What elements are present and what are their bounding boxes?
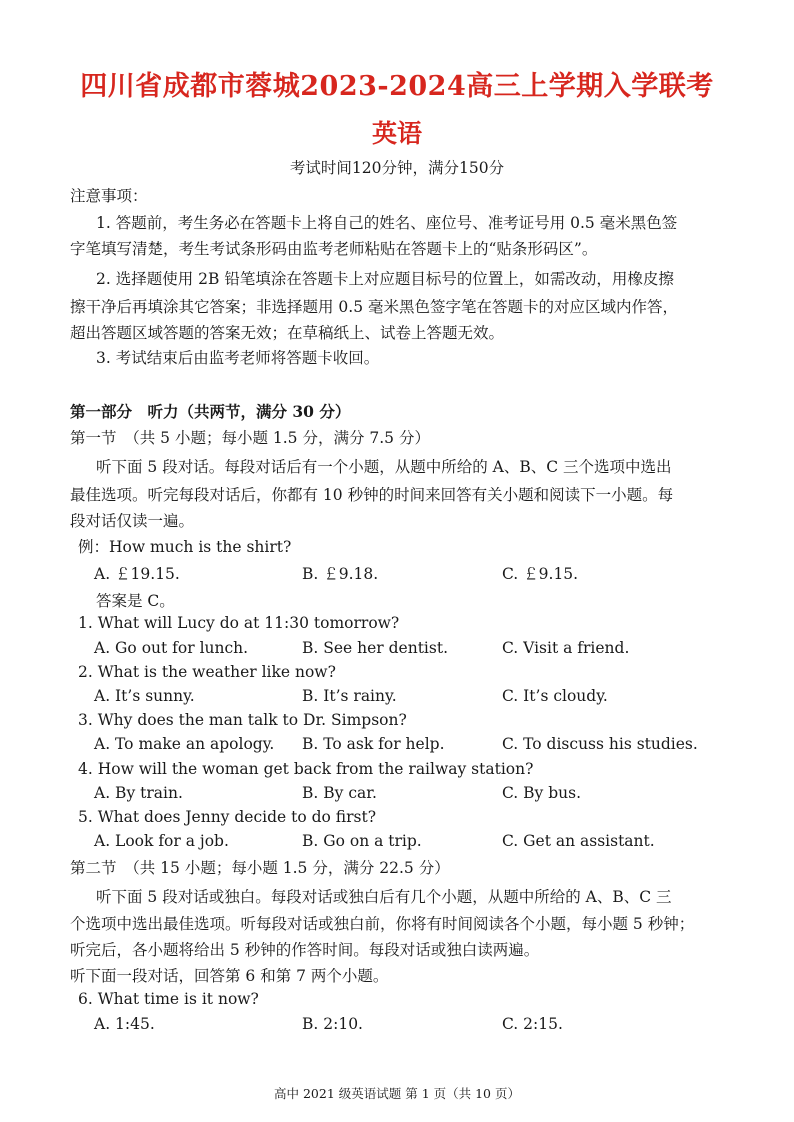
question-3-option-b: B. To ask for help. [302,735,445,753]
question-2: 2. What is the weather like now? [78,663,336,681]
question-1-option-a: A. Go out for lunch. [94,639,249,657]
question-6-option-a: A. 1:45. [94,1015,155,1033]
section2-instructions: 听下面 5 段对话或独白。每段对话或独白后有几个小题，从题中所给的 A、B、C 三 [96,888,672,906]
question-1: 1. What will Lucy do at 11:30 tomorrow? [78,614,400,632]
question-2-option-a: A. It’s sunny. [94,687,195,705]
exam-title: 四川省成都市蓉城2023-2024高三上学期入学联考 [80,71,714,102]
question-4-option-a: A. By train. [94,784,183,802]
notes-line: 超出答题区域答题的答案无效；在草稿纸上、试卷上答题无效。 [70,324,505,342]
subject-title: 英语 [371,119,422,148]
question-2-option-b: B. It’s rainy. [302,687,397,705]
notes-line: 2. 选择题使用 2B 铅笔填涂在答题卡上对应题目标号的位置上，如需改动，用橡皮擦 [96,270,674,288]
section1-instructions: 听下面 5 段对话。每段对话后有一个小题，从题中所给的 A、B、C 三个选项中选出 [96,458,672,476]
question-4-option-b: B. By car. [302,784,377,802]
question-6-option-b: B. 2:10. [302,1015,363,1033]
question-6: 6. What time is it now? [78,990,259,1008]
question-1-option-c: C. Visit a friend. [502,639,630,657]
question-3-option-c: C. To discuss his studies. [502,735,698,753]
question-2-option-c: C. It’s cloudy. [502,687,608,705]
question-5-option-a: A. Look for a job. [94,832,229,850]
notes-line: 擦干净后再填涂其它答案；非选择题用 0.5 毫米黑色签字笔在答题卡的对应区域内作答， [70,298,679,316]
notes-line: 1. 答题前，考生务必在答题卡上将自己的姓名、座位号、准考证号用 0.5 毫米黑色签 [96,214,678,232]
question-5: 5. What does Jenny decide to do first? [78,808,377,826]
section2-lead: 听下面一段对话，回答第 6 和第 7 两个小题。 [70,967,389,985]
example-question: 例：How much is the shirt? [78,538,292,556]
section1-heading: 第一节 （共 5 小题；每小题 1.5 分，满分 7.5 分） [70,429,430,447]
section2-instructions: 听完后，各小题将给出 5 秒钟的作答时间。每段对话或独白读两遍。 [70,941,540,959]
notes-heading: 注意事项： [70,187,148,205]
section1-instructions: 段对话仅读一遍。 [70,512,195,530]
example-option-b: B. ￡9.18. [302,565,379,583]
example-option-a: A. ￡19.15. [94,565,180,583]
part1-heading: 第一部分 听力（共两节，满分 30 分） [70,402,351,421]
question-5-option-c: C. Get an assistant. [502,832,655,850]
page-footer: 高中 2021 级英语试题 第 1 页（共 10 页） [274,1086,520,1101]
section2-heading: 第二节 （共 15 小题；每小题 1.5 分，满分 22.5 分） [70,859,450,877]
section1-instructions: 最佳选项。听完每段对话后，你都有 10 秒钟的时间来回答有关小题和阅读下一小题。每 [70,486,674,504]
example-answer: 答案是 C。 [96,592,175,610]
example-option-c: C. ￡9.15. [502,565,579,583]
notes-line: 3. 考试结束后由监考老师将答题卡收回。 [96,349,380,367]
question-1-option-b: B. See her dentist. [302,639,449,657]
question-4: 4. How will the woman get back from the railway station? [78,760,534,778]
section2-instructions: 个选项中选出最佳选项。听每段对话或独白前，你将有时间阅读各个小题，每小题 5 秒钟； [70,915,695,933]
question-6-option-c: C. 2:15. [502,1015,563,1033]
question-4-option-c: C. By bus. [502,784,582,802]
exam-info: 考试时间120分钟，满分150分 [289,159,505,177]
notes-line: 字笔填写清楚，考生考试条形码由监考老师粘贴在答题卡上的“贴条形码区”。 [70,240,598,258]
question-3-option-a: A. To make an apology. [94,735,275,753]
question-3: 3. Why does the man talk to Dr. Simpson? [78,711,407,729]
question-5-option-b: B. Go on a trip. [302,832,422,850]
